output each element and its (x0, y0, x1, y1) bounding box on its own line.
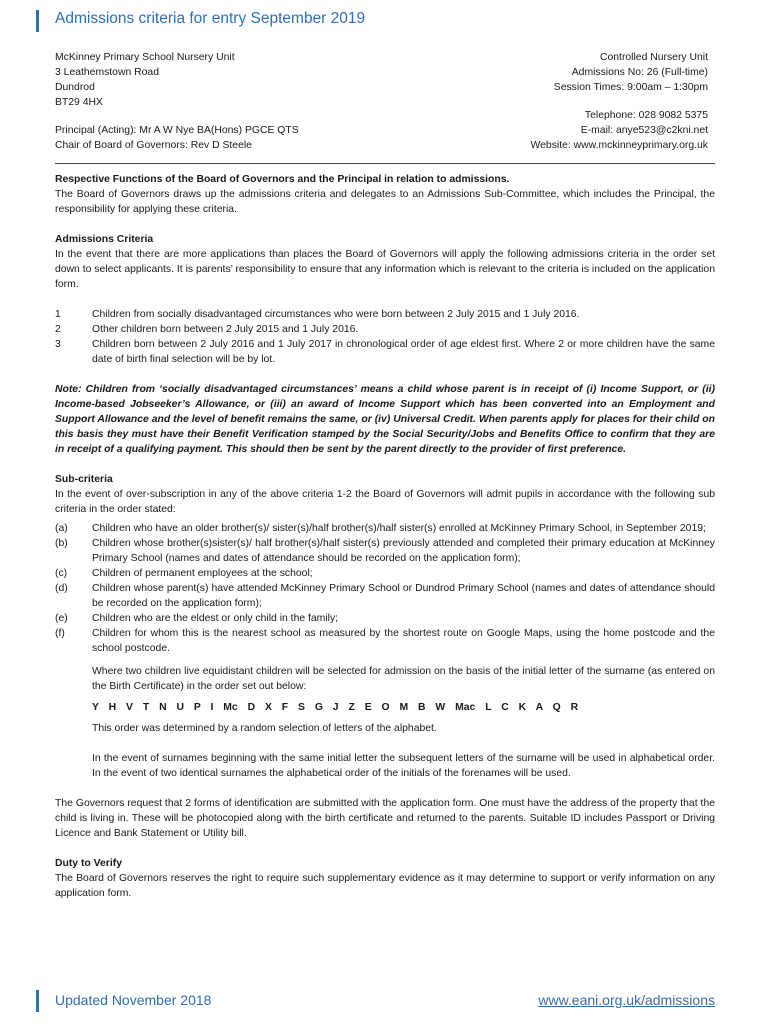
subcriteria-text: Children who have an older brother(s)/ sister(s)/half brother(s)/half sister(s) enrolled at McKinney Primary School, in September 2019; (92, 523, 706, 534)
same-initial-rule: In the event of surnames beginning with the same initial letter the subsequent letters of the surname will be used in alphabetical order. In the event of two identical surnames the alphabetical order of the initials of the forenames will be used. (92, 753, 715, 779)
contact-block (531, 108, 708, 153)
criteria-item (55, 337, 715, 367)
criteria-item (55, 307, 715, 322)
functions-heading: Respective Functions of the Board of Governors and the Principal in relation to admissions. (55, 174, 510, 185)
subcriteria-letter: (c) (55, 568, 68, 579)
subcriteria-text: Children for whom this is the nearest school as measured by the shortest route on Google Maps, using the home postcode and the school postcode. (92, 628, 715, 654)
subcriteria-text: Children whose brother(s)sister(s)/ half brother(s)/half sister(s) previously attended and completed their primary education at McKinney Primary School (names and dates of attendance should be recorded on the application form); (92, 538, 715, 564)
subcriteria-letter: (f) (55, 628, 65, 639)
criteria-note: Note: Children from ‘socially disadvantaged circumstances’ means a child whose parent is in receipt of (i) Income Support, or (ii) Income-based Jobseeker’s Allowance, or (iii) an award of Income Support which has been converted into an Employment and Support Allowance and the level of benefit remains the same, or (iv) Universal Credit. When parents apply for places for their child on this basis they must have their Benefit Verification stamped by the Social Security/Jobs and Benefits Office to confirm that they are in receipt of a qualifying payment. This should then be sent by the parent directly to the provider of first preference. (55, 384, 715, 455)
subcriteria-text: Children who are the eldest or only child in the family; (92, 613, 339, 624)
updated-date: Updated November 2018 (55, 992, 212, 1008)
criteria-number: 2 (55, 324, 61, 335)
verify-heading: Duty to Verify (55, 858, 122, 869)
session-times: Session Times: 9:00am – 1:30pm (553, 82, 708, 93)
random-order-note: This order was determined by a random selection of letters of the alphabet. (92, 723, 437, 734)
subcriteria-letter: (b) (55, 538, 68, 549)
document-body (55, 172, 715, 901)
subcriteria-intro: In the event of over-subscription in any of the above criteria 1-2 the Board of Governors will admit pupils in accordance with the following sub criteria in the order stated: (55, 489, 715, 515)
subcriteria-text: Children whose parent(s) have attended McKinney Primary School or Dundrod Primary School (names and dates of attendance should be recorded on the application form); (92, 583, 715, 609)
chair-of-governors: Chair of Board of Governors: Rev D Steele (55, 140, 252, 151)
postcode: BT29 4HX (55, 97, 103, 108)
telephone: Telephone: 028 9082 5375 (584, 110, 708, 121)
criteria-text: Children born between 2 July 2016 and 1 July 2017 in chronological order of age eldest first. Where 2 or more children have the same date of birth final selection will be by lot. (92, 339, 715, 365)
equidistant-rule: Where two children live equidistant children will be selected for admission on the basis of the initial letter of the surname (as entered on the Birth Certificate) in the order set out below: (92, 666, 715, 692)
alphabet-order: Y H V T N U P I Mc D X F S G J Z E O M B W Mac L C K A Q R (92, 702, 579, 713)
header-accent-bar (36, 10, 39, 32)
subcriteria-letter: (d) (55, 583, 68, 594)
criteria-item (55, 322, 715, 337)
admissions-link[interactable]: www.eani.org.uk/admissions (538, 992, 715, 1008)
verify-body: The Board of Governors reserves the right to require such supplementary evidence as it may determine to support or verify information on any application form. (55, 873, 715, 899)
nursery-type: Controlled Nursery Unit (600, 52, 708, 63)
header-divider (55, 163, 715, 164)
principal: Principal (Acting): Mr A W Nye BA(Hons) PGCE QTS (55, 125, 299, 136)
staff-block (55, 123, 299, 153)
school-name: McKinney Primary School Nursery Unit (55, 52, 235, 63)
subcriteria-letter: (e) (55, 613, 68, 624)
address-line-1: 3 Leathemstown Road (55, 67, 159, 78)
criteria-heading: Admissions Criteria (55, 234, 154, 245)
address-line-2: Dundrod (55, 82, 95, 93)
identification-paragraph: The Governors request that 2 forms of identification are submitted with the application form. One must have the address of the property that the child is living in. These will be photocopied along with the birth certificate and returned to the parents. Suitable ID includes Passport or Driving Licence and Bank Statement or Utility bill. (55, 798, 715, 839)
criteria-number: 3 (55, 339, 61, 350)
functions-body: The Board of Governors draws up the admissions criteria and delegates to an Admissions Sub-Committee, which includes the Principal, the responsibility for applying these criteria. (55, 189, 715, 215)
admissions-number: Admissions No: 26 (Full-time) (571, 67, 708, 78)
subcriteria-item (55, 566, 715, 581)
subcriteria-item (55, 611, 715, 626)
nursery-info-block (554, 50, 708, 95)
footer-accent-bar (36, 990, 39, 1012)
subcriteria-text: Children of permanent employees at the school; (92, 568, 313, 579)
subcriteria-item (55, 581, 715, 611)
criteria-text: Other children born between 2 July 2015 and 1 July 2016. (92, 324, 359, 335)
page-title: Admissions criteria for entry September 2019 (55, 10, 366, 27)
criteria-intro: In the event that there are more applications than places the Board of Governors will apply the following admissions criteria in the order set down to select applicants. It is parents’ responsibility to ensure that any information which is relevant to the criteria is included on the application form. (55, 249, 715, 290)
criteria-number: 1 (55, 309, 61, 320)
criteria-text: Children from socially disadvantaged circumstances who were born between 2 July 2015 and 1 July 2016. (92, 309, 580, 320)
email: E-mail: anye523@c2kni.net (580, 125, 708, 136)
subcriteria-item (55, 626, 715, 656)
subcriteria-item (55, 521, 715, 536)
website: Website: www.mckinneyprimary.org.uk (530, 140, 708, 151)
subcriteria-letter: (a) (55, 523, 68, 534)
subcriteria-heading: Sub-criteria (55, 474, 113, 485)
school-address-block (55, 50, 235, 110)
subcriteria-item (55, 536, 715, 566)
